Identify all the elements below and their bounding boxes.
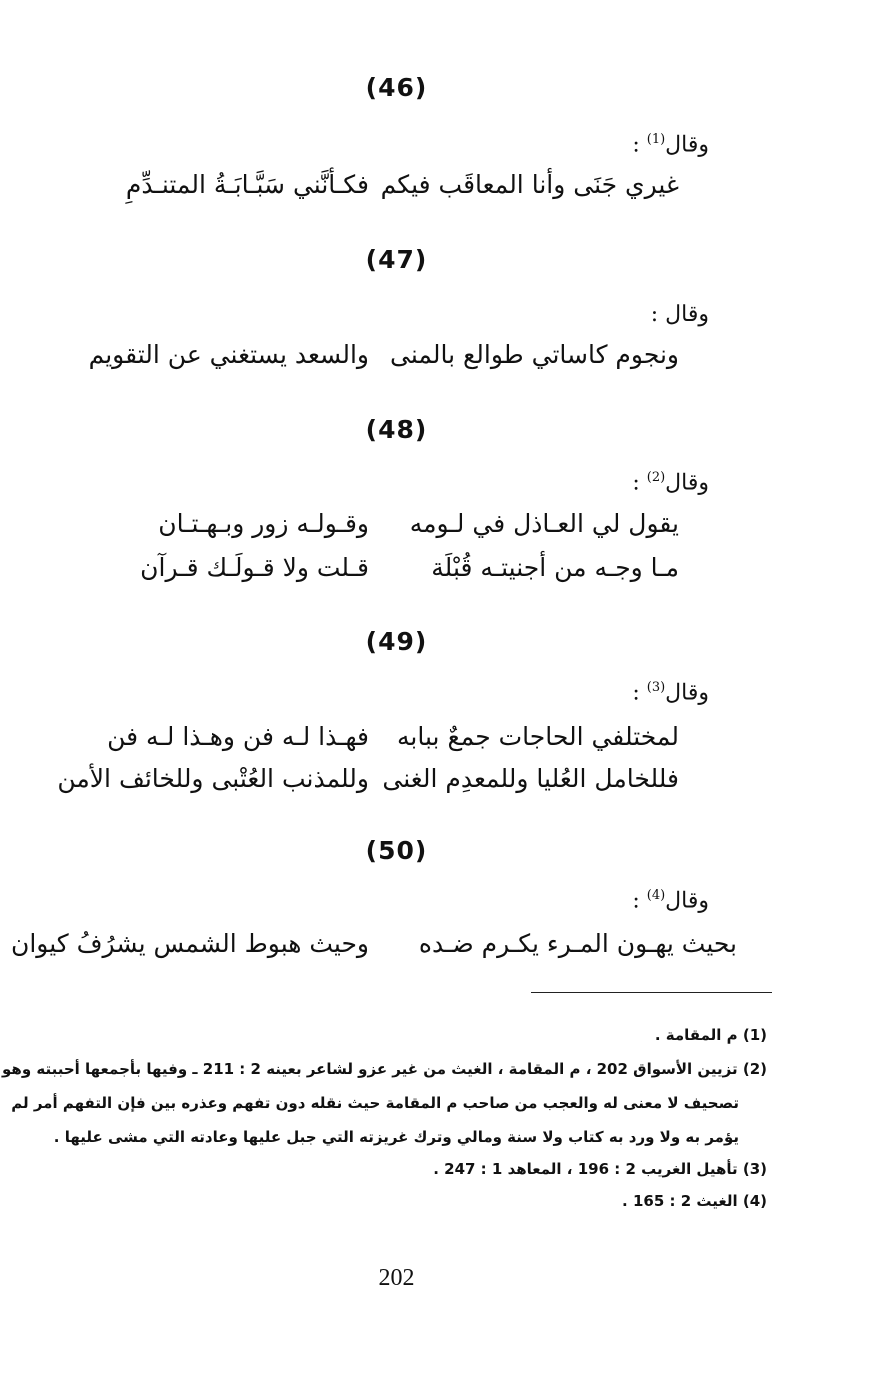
hemistich-first: فللخامل العُليا وللمعدِم الغنى bbox=[382, 764, 679, 793]
footnote-separator bbox=[531, 992, 772, 993]
hemistich-first: ونجوم كاساتي طوالع بالمنى bbox=[390, 340, 679, 369]
hemistich-second: قـلت ولا قـولَـك قـرآن bbox=[140, 553, 369, 582]
hemistich-first: يقول لي العـاذل في لـومه bbox=[409, 509, 679, 538]
hemistich-second: فهـذا لـه فن وهـذا لـه فن bbox=[107, 722, 369, 751]
hemistich-first: بحيث يهـون المـرء يكـرم ضـده bbox=[418, 929, 737, 958]
footnote-ref: (4) bbox=[646, 888, 666, 903]
footnote-continuation: يؤمر به ولا ورد به كتاب ولا سنة ومالي وترك غريزته التي جبل عليها وعادته التي مشى عليها . bbox=[53, 1128, 739, 1146]
footnote: (2) تزيين الأسواق 202 ، م المقامة ، الغيث من غير عزو لشاعر بعينه 2 : 211 ـ وفيها بأجمعها أحببته وهو bbox=[2, 1060, 767, 1078]
footnote-ref: (2) bbox=[646, 470, 666, 485]
section-number: (50) bbox=[365, 836, 428, 865]
page-number: 202 bbox=[378, 1265, 415, 1291]
hemistich-first: مـا وجـه من أجنيتـه قُبْلَة bbox=[431, 553, 679, 582]
hemistich-second: وقـولـه زور وبـهـتـان bbox=[158, 509, 369, 538]
footnote: (4) الغيث 2 : 165 . bbox=[622, 1192, 767, 1210]
poem-intro: وقال$^{(1)}$ : bbox=[632, 132, 709, 158]
section-number: (47) bbox=[365, 245, 428, 274]
footnote-continuation: تصحيف لا معنى له والعجب من صاحب م المقامة حيث نقله دون تفهم وعذره بين فإن التفهم أمر لم bbox=[11, 1094, 739, 1112]
hemistich-first: لمختلفي الحاجات جمعٌ ببابه bbox=[397, 722, 679, 751]
footnote: (3) تأهيل الغريب 2 : 196 ، المعاهد 1 : 247 . bbox=[433, 1160, 767, 1178]
hemistich-second: وللمذنب العُتْبى وللخائف الأمن bbox=[57, 764, 369, 793]
poem-intro: وقال$^{(2)}$ : bbox=[632, 470, 709, 496]
poem-intro: وقال$^{(3)}$ : bbox=[632, 680, 709, 706]
footnote-ref: (1) bbox=[646, 132, 666, 147]
hemistich-second: والسعد يستغني عن التقويم bbox=[88, 340, 369, 369]
section-number: (46) bbox=[365, 73, 428, 102]
hemistich-second: وحيث هبوط الشمس يشرُفُ كيوان bbox=[11, 929, 369, 958]
section-number: (48) bbox=[365, 415, 428, 444]
hemistich-second: فكـأنَّني سَبَّـابَـةُ المتنـدِّمِ bbox=[125, 170, 369, 199]
poem-intro: وقال$^{(4)}$ : bbox=[632, 888, 709, 914]
footnote-ref: (3) bbox=[646, 680, 666, 695]
footnote: (1) م المقامة . bbox=[654, 1026, 767, 1044]
section-number: (49) bbox=[365, 627, 428, 656]
hemistich-first: غيري جَنَى وأنا المعاقَب فيكم bbox=[380, 170, 679, 199]
poem-intro: وقال : bbox=[650, 302, 709, 327]
